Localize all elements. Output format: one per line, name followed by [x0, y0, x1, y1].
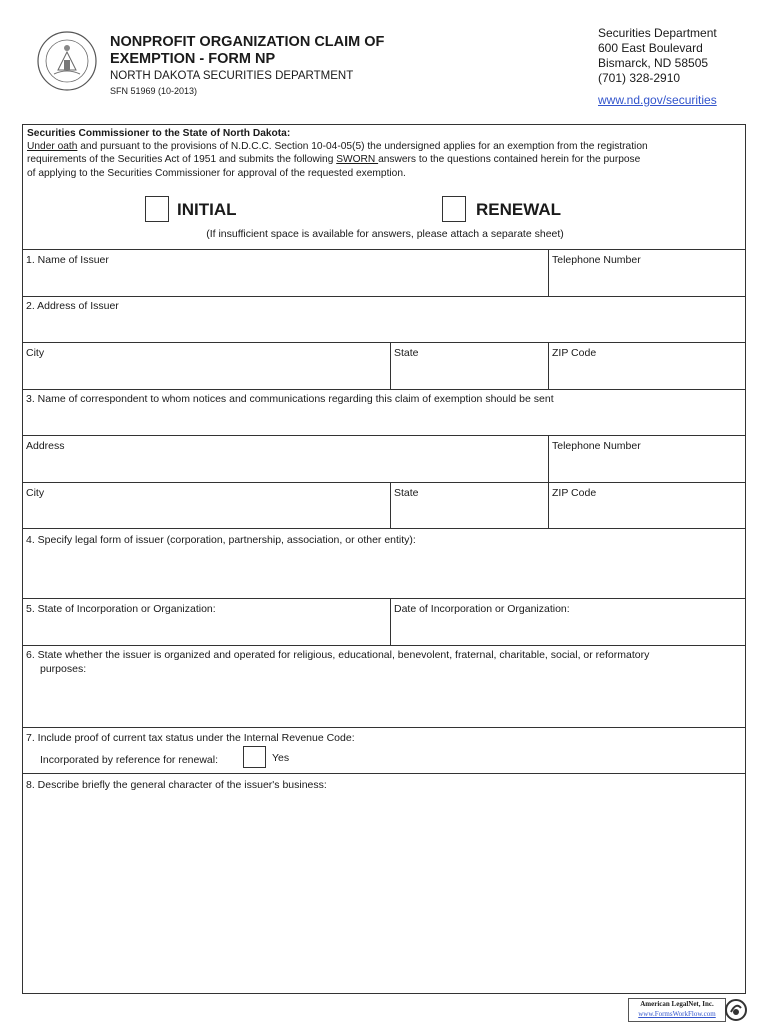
intro-text-3: answers to the questions contained herein for the purpose: [378, 154, 641, 166]
form-title: [110, 34, 440, 68]
sworn-text: SWORN: [336, 154, 379, 166]
yes-checkbox[interactable]: [243, 746, 266, 768]
purpose-field-line-2: purposes:: [40, 663, 87, 675]
column-divider: [390, 598, 391, 645]
column-divider: [390, 342, 391, 389]
issuer-state-field[interactable]: State: [394, 347, 419, 359]
department-name: NORTH DAKOTA SECURITIES DEPARTMENT: [110, 70, 354, 82]
footer-company: American LegalNet, Inc.: [640, 1000, 714, 1008]
issuer-name-field[interactable]: 1. Name of Issuer: [26, 254, 109, 266]
column-divider: [548, 249, 549, 296]
intro-heading: Securities Commissioner to the State of North Dakota:: [27, 128, 291, 139]
row-divider: [22, 435, 746, 436]
initial-label: INITIAL: [177, 200, 237, 219]
yes-label: Yes: [272, 752, 290, 764]
under-oath-text: Under oath: [27, 141, 78, 153]
address-line-3: Bismarck, ND 58505: [598, 56, 709, 70]
row-divider: [22, 342, 746, 343]
row-divider: [22, 645, 746, 646]
issuer-city-field[interactable]: City: [26, 347, 45, 359]
row-divider: [22, 727, 746, 728]
space-note: (If insufficient space is available for answers, please attach a separate sheet): [206, 228, 564, 240]
issuer-phone-field[interactable]: Telephone Number: [552, 254, 641, 266]
title-line-1: NONPROFIT ORGANIZATION CLAIM OF: [110, 34, 385, 50]
incorporated-by-reference-label: Incorporated by reference for renewal:: [40, 754, 219, 766]
business-description-field[interactable]: 8. Describe briefly the general character of the issuer's business:: [26, 779, 327, 791]
column-divider: [548, 435, 549, 482]
column-divider: [390, 482, 391, 528]
row-divider: [22, 389, 746, 390]
intro-text-1: and pursuant to the provisions of N.D.C.C. Section 10-04-05(5) the undersigned applies for an exemption from the registration: [77, 141, 648, 153]
intro-text-4: of applying to the Securities Commissioner for approval of the requested exemption.: [27, 167, 406, 179]
tax-status-field[interactable]: 7. Include proof of current tax status under the Internal Revenue Code:: [26, 732, 355, 744]
title-line-2: EXEMPTION - FORM NP: [110, 51, 276, 67]
purpose-field[interactable]: 6. State whether the issuer is organized and operated for religious, educational, benevolent, fraternal, charitable, social, or reformatory: [26, 649, 650, 661]
renewal-checkbox[interactable]: [442, 196, 466, 222]
issuer-address-field[interactable]: 2. Address of Issuer: [26, 300, 119, 312]
address-phone: (701) 328-2910: [598, 71, 681, 85]
footer-credit: [628, 998, 726, 1022]
correspondent-name-field[interactable]: 3. Name of correspondent to whom notices and communications regarding this claim of exemption should be sent: [26, 393, 554, 405]
correspondent-phone-field[interactable]: Telephone Number: [552, 440, 641, 452]
address-block: [598, 26, 717, 86]
initial-checkbox[interactable]: [145, 196, 169, 222]
correspondent-state-field[interactable]: State: [394, 487, 419, 499]
website-link[interactable]: www.nd.gov/securities: [598, 93, 717, 107]
correspondent-address-field[interactable]: Address: [26, 440, 65, 452]
intro-text-2: requirements of the Securities Act of 1951 and submits the following: [27, 154, 337, 166]
column-divider: [548, 482, 549, 528]
row-divider: [22, 598, 746, 599]
legal-form-field[interactable]: 4. Specify legal form of issuer (corporation, partnership, association, or other entity):: [26, 534, 416, 546]
row-divider: [22, 528, 746, 529]
row-divider: [22, 773, 746, 774]
row-divider: [22, 296, 746, 297]
row-divider: [22, 482, 746, 483]
column-divider: [548, 342, 549, 389]
footer-link[interactable]: www.FormsWorkFlow.com: [638, 1010, 716, 1018]
issuer-zip-field[interactable]: ZIP Code: [552, 347, 597, 359]
incorporation-state-field[interactable]: 5. State of Incorporation or Organization:: [26, 603, 216, 615]
intro-paragraph: [27, 127, 743, 180]
row-divider: [22, 249, 746, 250]
address-line-1: Securities Department: [598, 26, 717, 40]
state-seal-icon: [36, 30, 98, 92]
address-line-2: 600 East Boulevard: [598, 41, 703, 55]
correspondent-city-field[interactable]: City: [26, 487, 45, 499]
renewal-label: RENEWAL: [476, 200, 561, 219]
legalnet-logo-icon: [724, 998, 748, 1022]
form-number: SFN 51969 (10-2013): [110, 86, 198, 96]
incorporation-date-field[interactable]: Date of Incorporation or Organization:: [394, 603, 570, 615]
correspondent-zip-field[interactable]: ZIP Code: [552, 487, 597, 499]
